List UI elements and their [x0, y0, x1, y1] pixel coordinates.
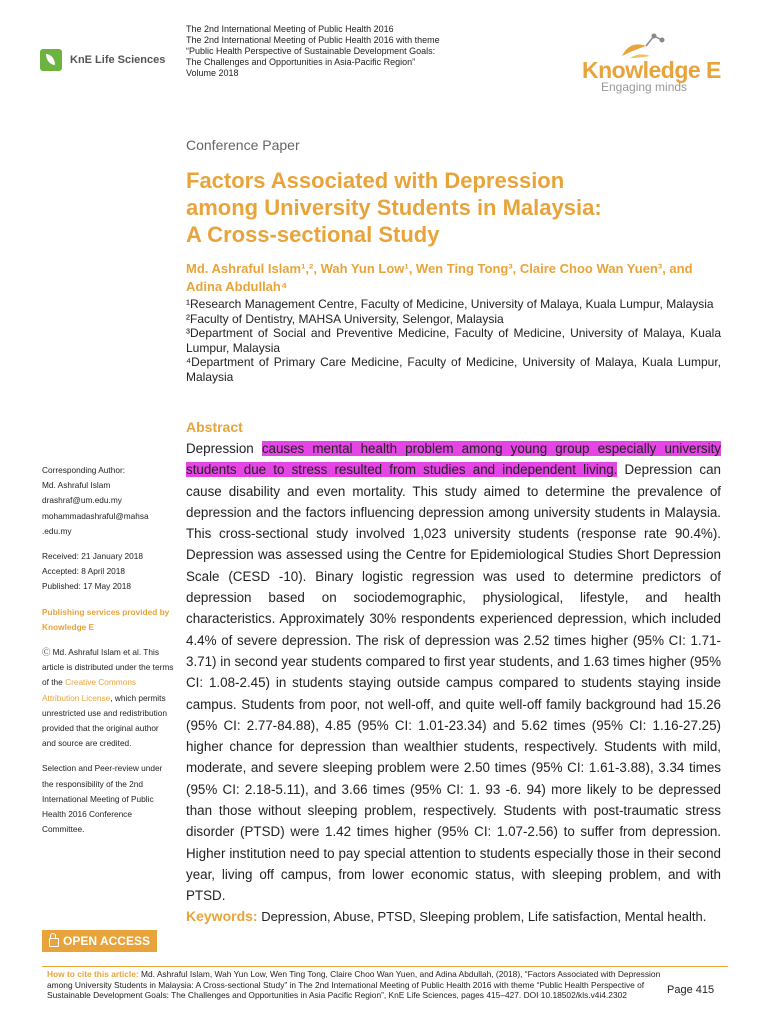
received-date: Received: 21 January 2018: [42, 551, 144, 562]
conference-line: “Public Health Perspective of Sustainable Development Goals:: [186, 46, 436, 56]
copyright-rest: , which permits unrestricted use and redistribution provided that the original author and source are credited.: [42, 692, 167, 749]
citation: [47, 969, 664, 1001]
dates: [42, 549, 174, 595]
publishing-services: Publishing services provided by Knowledge E: [42, 606, 170, 632]
corresponding-label: Corresponding Author:: [42, 465, 126, 475]
conference-info: [186, 24, 440, 79]
node-icon: [660, 38, 665, 43]
abstract-lead: Depression: [186, 441, 262, 456]
affiliation: ³Department of Social and Preventive Medicine, Faculty of Medicine, University of Malaya, Kuala Lumpur, Malaysia: [186, 326, 721, 355]
affiliation: ¹Research Management Centre, Faculty of Medicine, University of Malaya, Kuala Lumpur, Malaysia: [186, 297, 714, 311]
title-line: Factors Associated with Depression: [186, 168, 565, 193]
keywords-label: Keywords:: [186, 908, 258, 924]
brand-tagline: Engaging minds: [601, 80, 688, 94]
lock-icon: [49, 938, 59, 947]
copyright-notice: [42, 645, 174, 751]
corresponding-name: Md. Ashraful Islam: [42, 480, 111, 491]
open-access-label: OPEN ACCESS: [63, 934, 150, 948]
paper-type: Conference Paper: [186, 137, 300, 153]
title-line: A Cross-sectional Study: [186, 222, 440, 247]
accepted-date: Accepted: 8 April 2018: [42, 566, 126, 577]
license-link[interactable]: Creative Commons Attribution License: [42, 677, 137, 703]
kne-logo: [40, 49, 165, 71]
published-date: Published: 17 May 2018: [42, 581, 132, 592]
citation-text: Md. Ashraful Islam, Wah Yun Low, Wen Ting Tong, Claire Choo Wan Yuen, and Adina Abdullah, (2018), “Factors Associated with Depression among University Students in Malaysia: A Cross-sectional Study” in The 2nd International Meeting of Public Health 2016 with theme “Public Health Perspective of Sustainable Development Goals: The Challenges and Opportunities in Asia Pacific Region”, KnE Life Sciences, pages 415–427. DOI 10.18502/kls.v4i4.2302: [47, 969, 661, 1001]
author-list: Md. Ashraful Islam¹,², Wah Yun Low¹, Wen Ting Tong³, Claire Choo Wan Yuen³, and Adina Abdullah⁴: [186, 261, 693, 294]
paper-title: [186, 167, 602, 248]
title-line: among University Students in Malaysia:: [186, 195, 602, 220]
keywords-text: Depression, Abuse, PTSD, Sleeping problem, Life satisfaction, Mental health.: [257, 909, 707, 924]
keywords: [186, 906, 721, 927]
conference-line: The 2nd International Meeting of Public Health 2016 with theme: [186, 35, 440, 45]
publisher-name: KnE Life Sciences: [70, 54, 166, 66]
email-link[interactable]: drashraf@um.edu.my: [42, 495, 122, 506]
corresponding-author: [42, 463, 174, 539]
conference-line: The 2nd International Meeting of Public Health 2016: [186, 24, 394, 34]
highlighted-text[interactable]: causes mental health problem among young group especially university students due to stress resulted from studies and independent living.: [186, 441, 722, 478]
page-number: Page 415: [667, 984, 715, 996]
copyright-lead: Ⓒ Md. Ashraful Islam et al. This article is distributed under the terms of the: [42, 647, 174, 688]
open-access-badge: [42, 930, 157, 952]
abstract-rest: Depression can cause disability and even mortality. This study aimed to determine the prevalence of depression and the factors influencing depression among university students in Malaysia. This cross-sectional study involved 1,023 university students (response rate 90.4%). Depression was assessed using the Centre for Epidemiological Studies Short Depression Scale (CESD -10). Binary logistic regression was used to determine predictors of depression based on sociodemographic, physiological, lifestyle, and health characteristics. Approximately 30% respondents experienced depression, which included 4.4% of severe depression. The risk of depression was 2.52 times higher (95% CI: 1.71-3.71) in second year students compared to first year students, and 1.63 times higher (95% CI: 1.08-2.45) in students staying outside campus compared to students staying inside campus. Students from poor, not well-off, and quite well-off family background had 15.26 (95% CI: 2.77-84.88), 4.85 (95% CI: 1.01-23.34) and 5.62 times (95% CI: 1.16-27.25) higher chance for depression than wealthier students, respectively. Students with mild, moderate, and severe sleeping problem were 2.50 times (95% CI: 1.61-3.88), 3.34 times (95% CI: 2.18-5.11), and 3.66 times (95% CI: 1. 93 -6. 94) more likely to be depressed than those without sleeping problem, respectively. Students with post-traumatic stress disorder (PTSD) were 1.42 times higher (95% CI: 1.07-2.56) to suffer from depression. Higher institution need to pay special attention to students especially those in their second year, living off campus, from lower economic status, with sleeping problem, and with PTSD.: [186, 462, 721, 904]
affiliations: [186, 297, 721, 384]
leaf-icon: [40, 49, 62, 71]
leaf-icon: [622, 44, 646, 56]
review-note: Selection and Peer-review under the responsibility of the 2nd International Meeting of Public Health 2016 Conference Committee.: [42, 763, 163, 835]
abstract-heading: Abstract: [186, 419, 243, 435]
affiliation: ²Faculty of Dentistry, MAHSA University, Selengor, Malaysia: [186, 311, 504, 326]
affiliation: ⁴Department of Primary Care Medicine, Faculty of Medicine, University of Malaya, Kuala Lumpur, Malaysia: [186, 355, 721, 384]
email-link[interactable]: mohammadashraful@mahsa .edu.my: [42, 510, 149, 536]
abstract-text: [186, 438, 721, 907]
conference-line: Volume 2018: [186, 68, 239, 78]
footer-divider: [42, 966, 728, 967]
node-icon: [652, 34, 657, 39]
conference-line: The Challenges and Opportunities in Asia-Pacific Region”: [186, 57, 416, 67]
sidebar: [42, 463, 174, 847]
citation-label: How to cite this article:: [47, 969, 139, 979]
brand-name: Knowledge E: [582, 57, 721, 83]
